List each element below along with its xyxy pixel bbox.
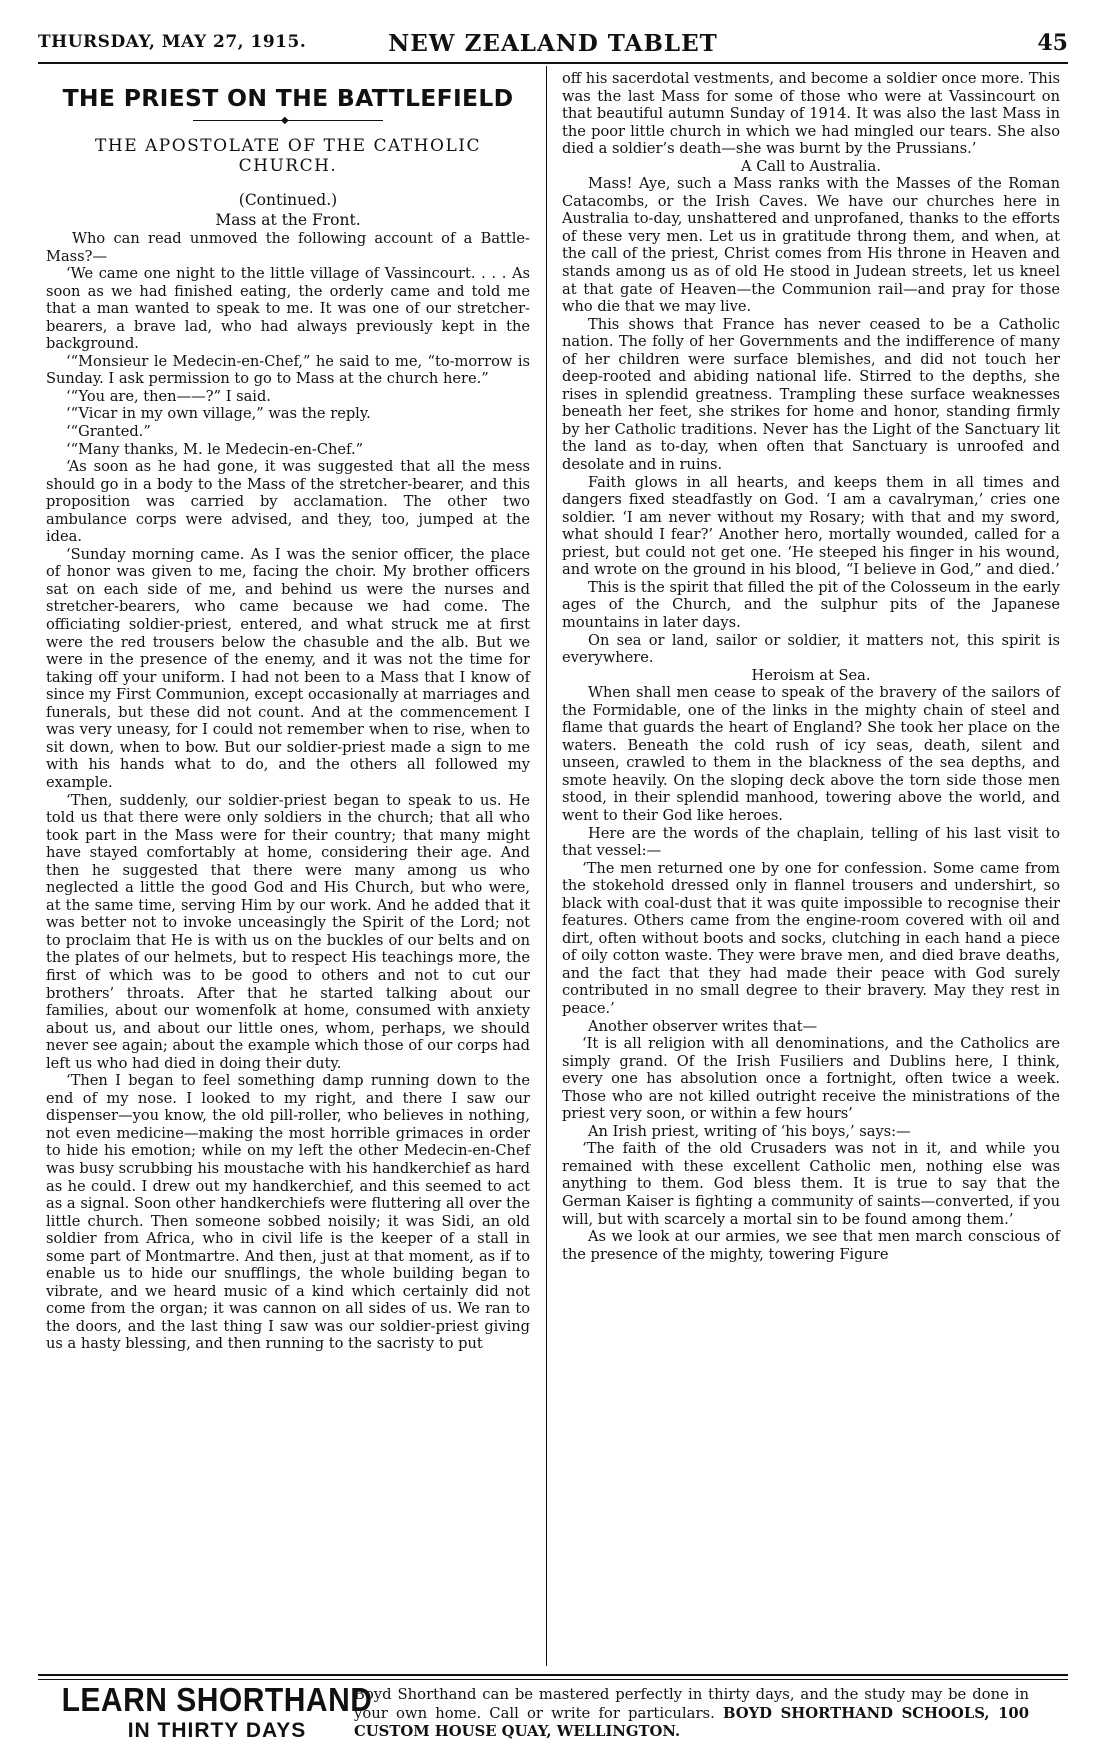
headline-divider (193, 116, 383, 126)
paragraph: When shall men cease to speak of the bravery of the sailors of the Formidable, one of the links in the mighty chain of steel and flame that guards the heart of England? She took her place on the waters. Beneath the cold rush of icy seas, death, silent and unseen, crawled to them in the blackness of the sea depths, and smote heavily. On the sloping deck above the torn side those men stood, in their splendid manhood, towering above the world, and went to their God like heroes. (562, 684, 1060, 824)
paragraph: Another observer writes that— (588, 1017, 818, 1035)
continued-note: (Continued.) (238, 191, 338, 209)
paragraph: off his sacerdotal vestments, and become a soldier once more. This was the last Mass for some of those who were at Vassincourt on that beautiful autumn Sunday of 1914. It was also the last Mass in the poor little church in which we had mingled our tears. She also died a soldier’s death—she was burnt by the Prussians.’ (562, 70, 1060, 158)
paragraph: ‘As soon as he had gone, it was suggested that all the mess should go in a body to the Mass of the stretcher-bearer, and this proposition was carried by acclamation. The other two ambulance corps were advised, and they, too, jumped at the idea. (46, 458, 530, 546)
article-headline: THE PRIEST ON THE BATTLEFIELD (62, 84, 514, 112)
paragraph: ‘Then, suddenly, our soldier-priest began to speak to us. He told us that there were only soldiers in the church; that all who took part in the Mass were for their country; that many might have stayed comfortably at home, considering their age. And then he suggested that there were many among us who neglected a little the good God and His Church, but who were, at the same time, serving Him by our work. And he added that it was better not to invoke unceasingly the Spirit of the Lord; not to proclaim that He is with us on the buckles of our belts and on the plates of our helmets, but to respect His teachings more, the first of which was to be good to others and not to cut our brothers’ throats. After that he started talking about our families, about our womenfolk at home, consumed with anxiety about us, and about our little ones, whom, perhaps, we should never see again; about the example which those of our corps had left us who had died in doing their duty. (46, 791, 530, 1072)
ad-address: BOYD SHORTHAND SCHOOLS, 100 CUSTOM HOUSE QUAY, WELLINGTON. (354, 1704, 1029, 1740)
masthead (38, 30, 1068, 58)
paragraph: ‘Sunday morning came. As I was the senior officer, the place of honor was given to me, facing the choir. My brother officers sat on each side of me, and behind us were the nurses and stretcher-bearers, who came because we had come. The officiating soldier-priest, entered, and what struck me at first were the red trousers below the chasuble and the alb. But we were in the presence of the enemy, and it was not the time for taking off your uniform. I had not been to a Mass that I know of since my First Communion, except occasionally at marriages and funerals, but these did not count. And at the commencement I was very uneasy, for I could not remember when to rise, when to sit down, when to bow. But our soldier-priest made a sign to me with his hands what to do, and the others all followed my example. (46, 545, 530, 791)
section-heading-mass-at-front: Mass at the Front. (215, 211, 361, 229)
section-heading-call-to-australia: A Call to Australia. (741, 157, 881, 175)
article-column-right (562, 70, 1060, 1263)
paragraph: This shows that France has never ceased to be a Catholic nation. The folly of her Governments and the indifference of many of her children were surface blemishes, and did not touch her deep-rooted and abiding national life. Stirred to the depths, she rises in splendid greatness. Trampling these surface weaknesses beneath her feet, she strikes for home and honor, standing firmly by her Catholic traditions. Never has the Light of the Sanctuary lit the land as to-day, when often that Sanctuary is unroofed and desolate and in ruins. (562, 315, 1060, 474)
article-subheadline: THE APOSTOLATE OF THE CATHOLIC CHURCH. (95, 136, 481, 176)
ad-headline-line2: IN THIRTY DAYS (127, 1719, 307, 1742)
paragraph: Here are the words of the chaplain, telling of his last visit to that vessel:— (562, 824, 1060, 860)
masthead-rule (38, 62, 1068, 64)
paragraph: On sea or land, sailor or soldier, it matters not, this spirit is everywhere. (562, 631, 1060, 667)
paragraph: ‘“Many thanks, M. le Medecin-en-Chef.” (66, 440, 364, 458)
paragraph: ‘“Monsieur le Medecin-en-Chef,” he said to me, “to-morrow is Sunday. I ask permission to go to Mass at the church here.” (46, 352, 530, 388)
paragraph: ‘Then I began to feel something damp running down to the end of my nose. I looked to my right, and there I saw our dispenser—you know, the old pill-roller, who believes in nothing, not even medicine—making the most horrible grimaces in order to hide his emotion; while on my left the other Medecin-en-Chef was busy scrubbing his moustache with his handkerchief as hard as he could. I drew out my handkerchief, and this seemed to act as a signal. Soon other handkerchiefs were fluttering all over the little church. Then someone sobbed noisily; it was Sidi, an old soldier from Africa, who in civil life is the keeper of a stall in some part of Montmartre. And then, just at that moment, as if to enable us to hide our snufflings, the whole building began to vibrate, and we heard music of a kind which certainly did not come from the organ; it was cannon on all sides of us. We ran to the doors, and the last thing I saw was our soldier-priest giving us a hasty blessing, and then running to the sacristy to put (46, 1072, 530, 1353)
paragraph: ‘The men returned one by one for confession. Some came from the stokehold dressed only in flannel trousers and undershirt, so black with coal-dust that it was quite impossible to recognise their features. Others came from the engine-room covered with oil and dirt, often without boots and socks, clutching in each hand a piece of oily cotton waste. They were brave men, and died brave deaths, and the fact that they had made their peace with God surely contributed in no small degree to their bravery. May they rest in peace.’ (562, 859, 1060, 1017)
diamond-ornament-icon: ◆ (281, 115, 289, 126)
paragraph: An Irish priest, writing of ‘his boys,’ says:— (588, 1122, 911, 1140)
paragraph: This is the spirit that filled the pit of the Colosseum in the early ages of the Church, and the sulphur pits of the Japanese mountains in later days. (562, 578, 1060, 631)
column-divider (546, 66, 547, 1666)
section-heading-heroism-at-sea: Heroism at Sea. (751, 666, 871, 684)
page-number: 45 (1037, 30, 1068, 56)
ad-headline-line1: LEARN SHORTHAND (61, 1682, 373, 1719)
paragraph: ‘“Vicar in my own village,” was the reply. (66, 405, 371, 423)
paragraph: Faith glows in all hearts, and keeps them in all times and dangers fixed steadfastly on God. ‘I am a cavalryman,’ cries one soldier. ‘I am never without my Rosary; with that and my sword, what should I fear?’ Another hero, mortally wounded, called for a priest, but could not get one. ‘He steeped his finger in his wound, and wrote on the ground in his blood, “I believe in God,” and died.’ (562, 473, 1060, 579)
ad-body-text: Boyd Shorthand can be mastered perfectly in thirty days, and the study may be done in your own home. Call or write for particulars. (354, 1686, 1029, 1722)
article-column-left (46, 70, 530, 1353)
paragraph: ‘It is all religion with all denominations, and the Catholics are simply grand. Of the Irish Fusiliers and Dublins here, I think, every one has absolution once a fortnight, often twice a week. Those who are not killed outright receive the ministrations of the priest very soon, or within a few hours’ (562, 1035, 1060, 1123)
paragraph: Mass! Aye, such a Mass ranks with the Masses of the Roman Catacombs, or the Irish Caves. We have our churches here in Australia to-day, unshattered and unprofaned, thanks to the efforts of these very men. Let us in gratitude throng them, and when, at the call of the priest, Christ comes from His throne in Heaven and stands among us as of old He stood in Judean streets, let us kneel at that gate of Heaven—the Communion rail—and pray for those who die that we may live. (562, 175, 1060, 316)
shorthand-advertisement (52, 1684, 1072, 1744)
ad-headline (52, 1684, 382, 1744)
paragraph: ‘We came one night to the little village of Vassincourt. . . . As soon as we had finished eating, the orderly came and told me that a man wanted to speak to me. It was one of our stretcher-bearers, a brave lad, who had always previously kept in the background. (46, 265, 530, 353)
issue-date: THURSDAY, MAY 27, 1915. (38, 32, 307, 52)
paragraph: As we look at our armies, we see that men march conscious of the presence of the mighty, towering Figure (562, 1228, 1060, 1263)
paragraph: Who can read unmoved the following account of a Battle-Mass?— (46, 230, 530, 265)
footer-rule-thin (38, 1679, 1068, 1680)
paragraph: ‘“Granted.” (66, 423, 151, 441)
paragraph: ‘“You are, then——?” I said. (66, 387, 271, 405)
ad-body (354, 1686, 1029, 1742)
paragraph: ‘The faith of the old Crusaders was not in it, and while you remained with these excellent Catholic men, nothing else was anything to them. God bless them. It is true to say that the German Kaiser is fighting a community of saints—converted, if you will, but with scarcely a mortal sin to be found among them.’ (562, 1140, 1060, 1228)
footer-rule (38, 1674, 1068, 1676)
publication-title: NEW ZEALAND TABLET (388, 30, 718, 57)
